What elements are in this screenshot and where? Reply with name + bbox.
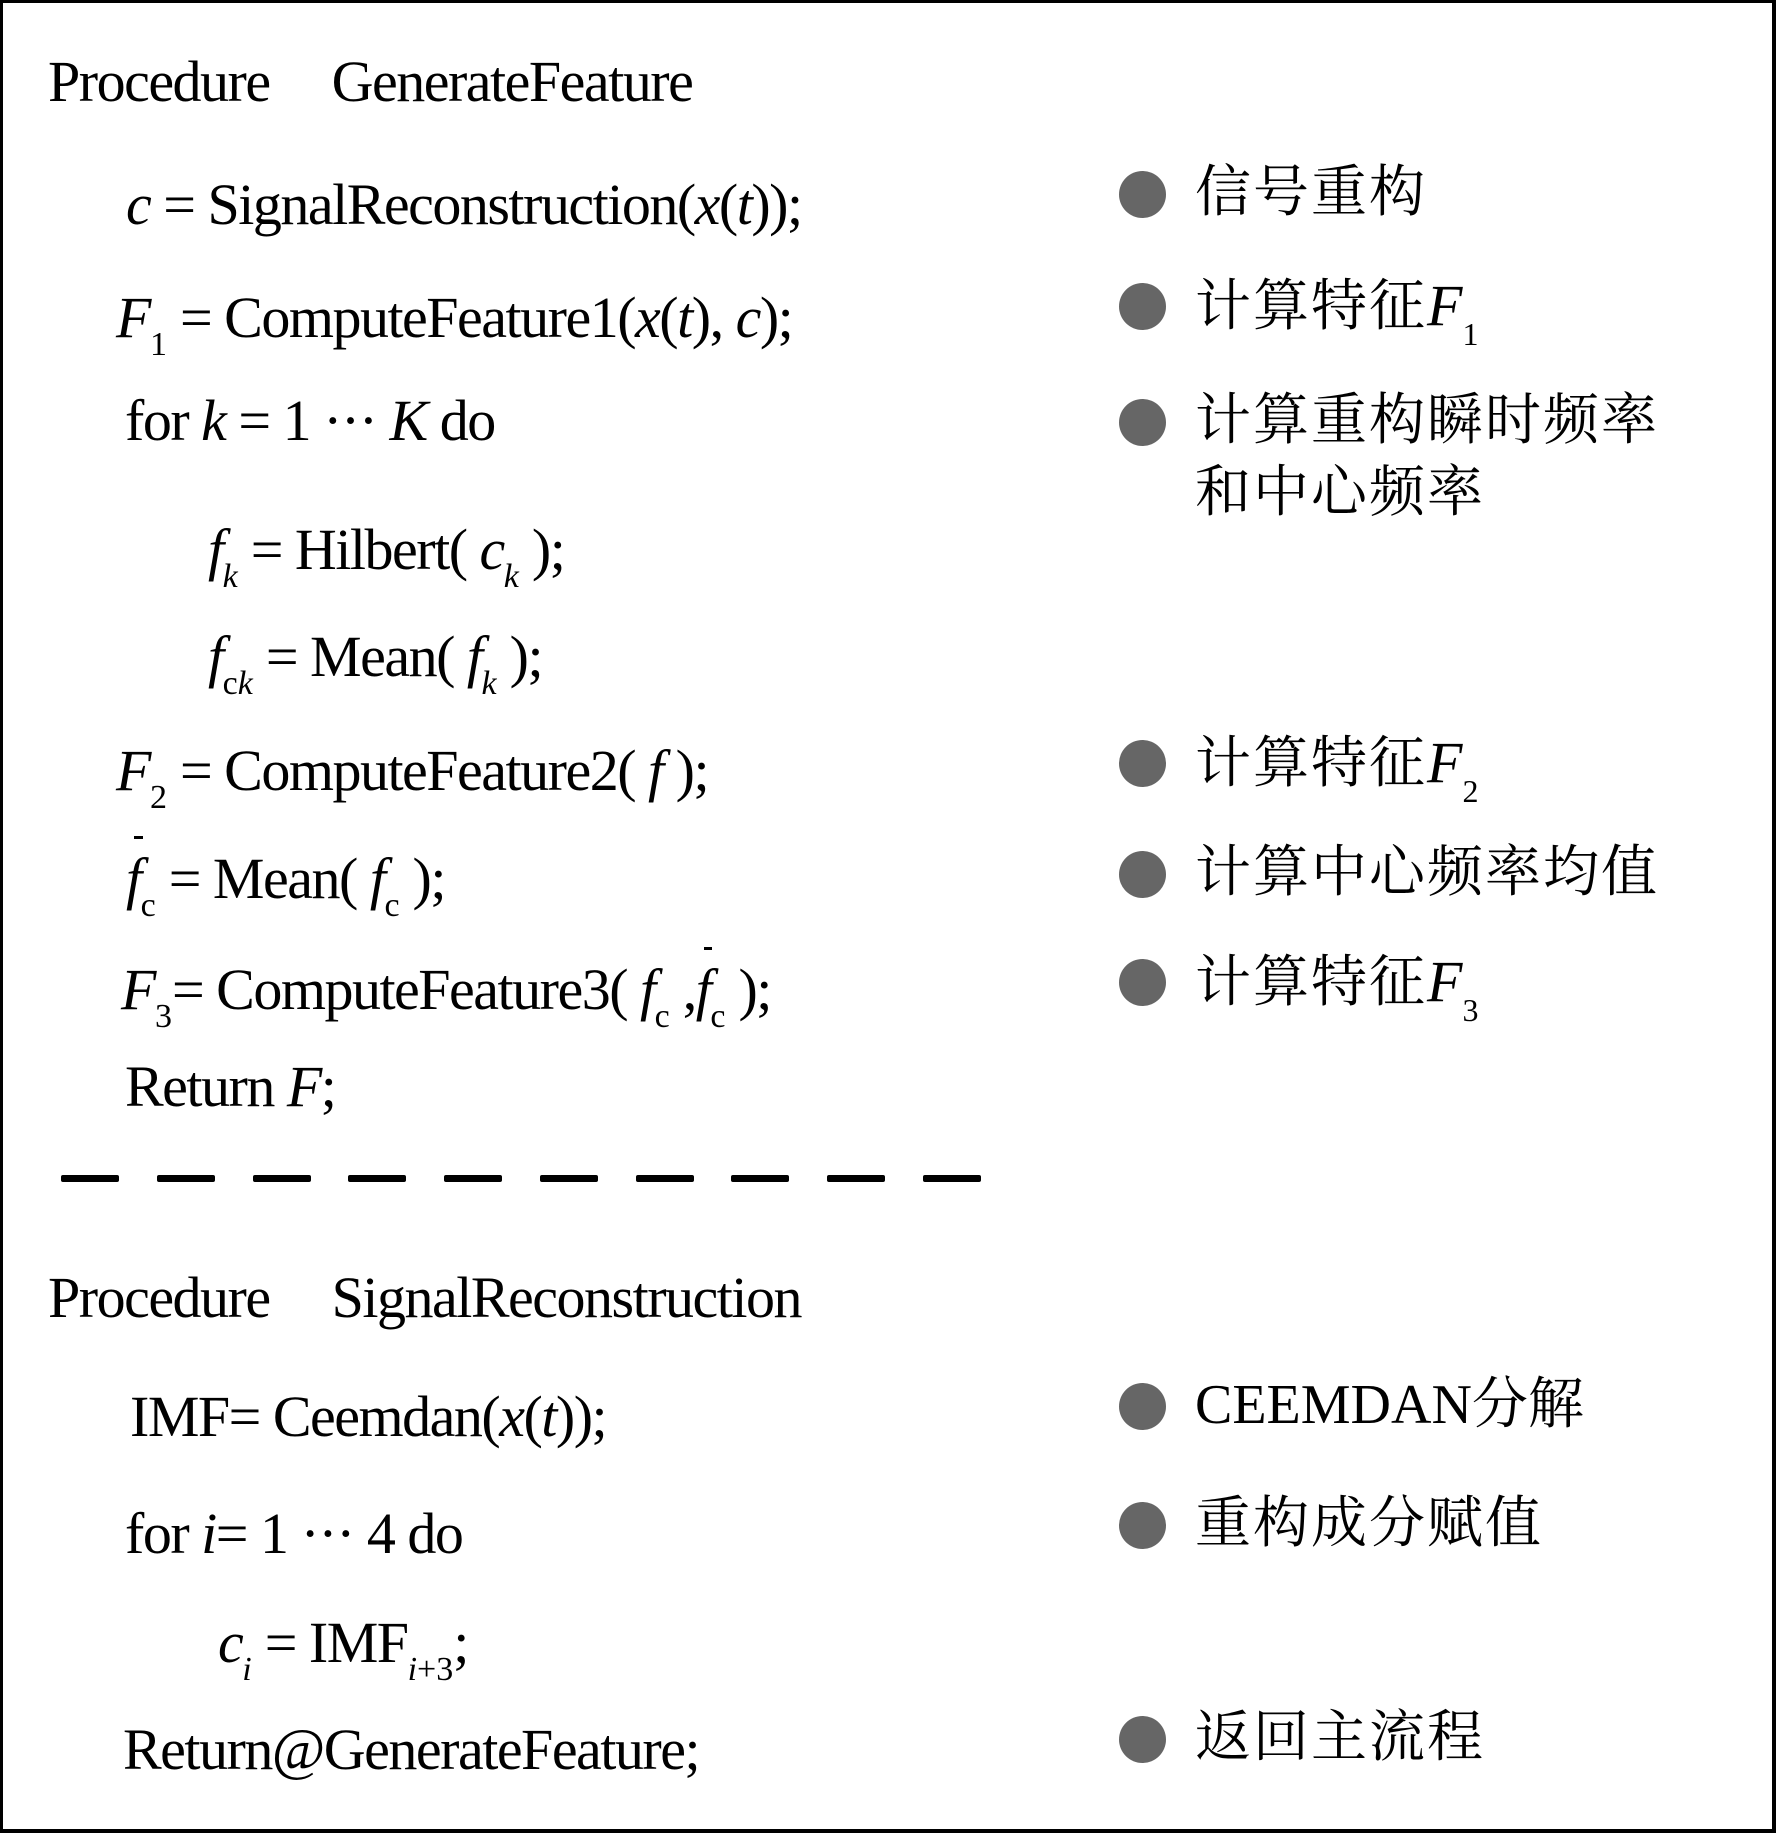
var-c: c [735,285,760,350]
var-F: F [1427,273,1463,338]
annotation-label: 计算特征 [1195,950,1427,1015]
var-f: f [466,624,482,689]
var-K: K [389,388,427,453]
subscript: c [222,665,238,702]
code-text: = Hilbert( [237,517,480,582]
var-IMF: IMF [130,1384,229,1449]
code-text: ), [691,285,736,350]
procedure-generatefeature-header [48,49,693,114]
keyword-for: for [125,1501,202,1566]
procedure-keyword: Procedure [48,1265,270,1330]
code-text: = ComputeFeature2( [166,738,649,803]
dash [636,1175,694,1182]
bullet-icon [1119,1502,1166,1549]
line-for-i [125,1501,463,1566]
code-text: = IMF [251,1610,408,1675]
var-k: k [201,388,226,453]
code-text: Return@GenerateFeature; [123,1717,700,1782]
var-t: t [677,285,692,350]
var-f: f [369,846,385,911]
dash [540,1175,598,1182]
line-ceemdan: IMF= Ceemdan(x(t)); [130,1384,607,1449]
code-text: = SignalReconstruction( [150,172,695,237]
code-text: = Mean( [252,624,467,689]
annotation-text-line2: 和中心频率 [1195,460,1485,525]
subscript: c [654,998,670,1035]
var-f: f [208,624,223,689]
subscript: i [407,1651,418,1688]
subscript: 3 [154,998,172,1035]
keyword-do: do [426,388,495,453]
dashed-divider [61,1175,981,1183]
var-t: t [541,1384,556,1449]
var-F: F [121,957,155,1022]
annotation-text [1195,730,1479,809]
annotation-text: 计算重构瞬时频率 [1195,388,1659,453]
annotation-text: 重构成分赋值 [1195,1491,1543,1556]
code-text: )); [751,172,802,237]
code-text: ); [725,957,771,1022]
var-c: c [126,172,151,237]
var-i: i [201,1501,216,1566]
procedure-name: GenerateFeature [331,49,693,114]
line-feature3 [121,957,771,1035]
var-t: t [736,172,752,237]
annotation-label: 计算特征 [1195,731,1427,796]
code-text: , [669,957,696,1022]
dash [731,1175,789,1182]
bullet-icon [1119,1383,1166,1430]
line-return-main [123,1717,700,1782]
var-F: F [286,1054,321,1119]
bullet-icon [1119,1716,1166,1763]
var-f: f [126,846,141,911]
overline-f [695,957,711,1022]
annotation-label: 计算特征 [1195,274,1427,339]
annotation-text: 信号重构 [1195,160,1427,225]
subscript: c [710,998,726,1035]
code-text: = 1 ··· 4 do [215,1501,463,1566]
dash [348,1175,406,1182]
dash [827,1175,885,1182]
line-mean-c [126,846,445,924]
keyword-for: for [125,388,202,453]
line-for-k [125,388,495,453]
code-text: ); [399,846,445,911]
code-text: ); [496,624,543,689]
subscript: k [222,558,238,595]
code-text: ); [518,517,565,582]
subscript: 1 [1462,316,1479,352]
code-text: ); [759,285,793,350]
subscript: +3 [417,1651,454,1688]
subscript: i [242,1651,252,1688]
code-text: ; [453,1610,468,1675]
code-text: ); [662,738,709,803]
line-signal-reconstruction: c = SignalReconstruction(x(t)); [126,172,802,237]
var-f: f [208,517,223,582]
code-text: = 1 ··· [225,388,390,453]
var-c: c [479,517,504,582]
var-x: x [694,172,719,237]
keyword-return: Return [125,1054,287,1119]
annotation-text [1195,273,1479,352]
dash [444,1175,502,1182]
line-return-f [125,1054,336,1119]
subscript: k [503,558,519,595]
overline-f [126,846,141,911]
annotation-text: CEEMDAN分解 [1195,1374,1584,1436]
dash [923,1175,981,1182]
dash [253,1175,311,1182]
subscript: 3 [1462,992,1479,1028]
code-text: = Mean( [155,846,370,911]
line-feature1: $F_1$ = ComputeFeature1(x(t), c); [116,285,793,363]
var-f: f [648,738,663,803]
bullet-icon [1119,959,1166,1006]
subscript: 2 [149,779,167,816]
var-F: F [1427,949,1463,1014]
subscript: k [237,665,253,702]
annotation-text: 返回主流程 [1195,1705,1485,1770]
subscript: c [140,887,156,924]
var-x: x [499,1384,524,1449]
var-F: F [116,738,150,803]
var-f: f [640,957,655,1022]
dash [61,1175,119,1182]
bullet-icon [1119,740,1166,787]
line-assign-ci [218,1610,468,1688]
subscript: 1 [149,326,167,363]
line-mean-k [208,624,543,702]
procedure-signalreconstruction-header [48,1265,801,1330]
var-x: x [635,285,660,350]
dash [157,1175,215,1182]
code-text: )); [555,1384,607,1449]
bullet-icon [1119,399,1166,446]
procedure-name: SignalReconstruction [331,1265,801,1330]
var-c: c [218,1610,243,1675]
code-text: = Ceemdan( [228,1384,500,1449]
line-hilbert [208,517,565,595]
subscript: 2 [1462,773,1479,809]
bullet-icon [1119,171,1166,218]
procedure-keyword: Procedure [48,49,270,114]
annotation-text: 计算中心频率均值 [1195,840,1659,905]
subscript: k [481,665,497,702]
subscript: c [384,887,400,924]
var-F: F [116,285,150,350]
line-feature2 [116,738,709,816]
code-text: = ComputeFeature3( [171,957,641,1022]
annotation-text [1195,949,1479,1028]
var-F: F [1427,730,1463,795]
bullet-icon [1119,851,1166,898]
var-f: f [695,957,711,1022]
code-text: = ComputeFeature1( [166,285,636,350]
bullet-icon [1119,283,1166,330]
code-text: ; [320,1054,336,1119]
